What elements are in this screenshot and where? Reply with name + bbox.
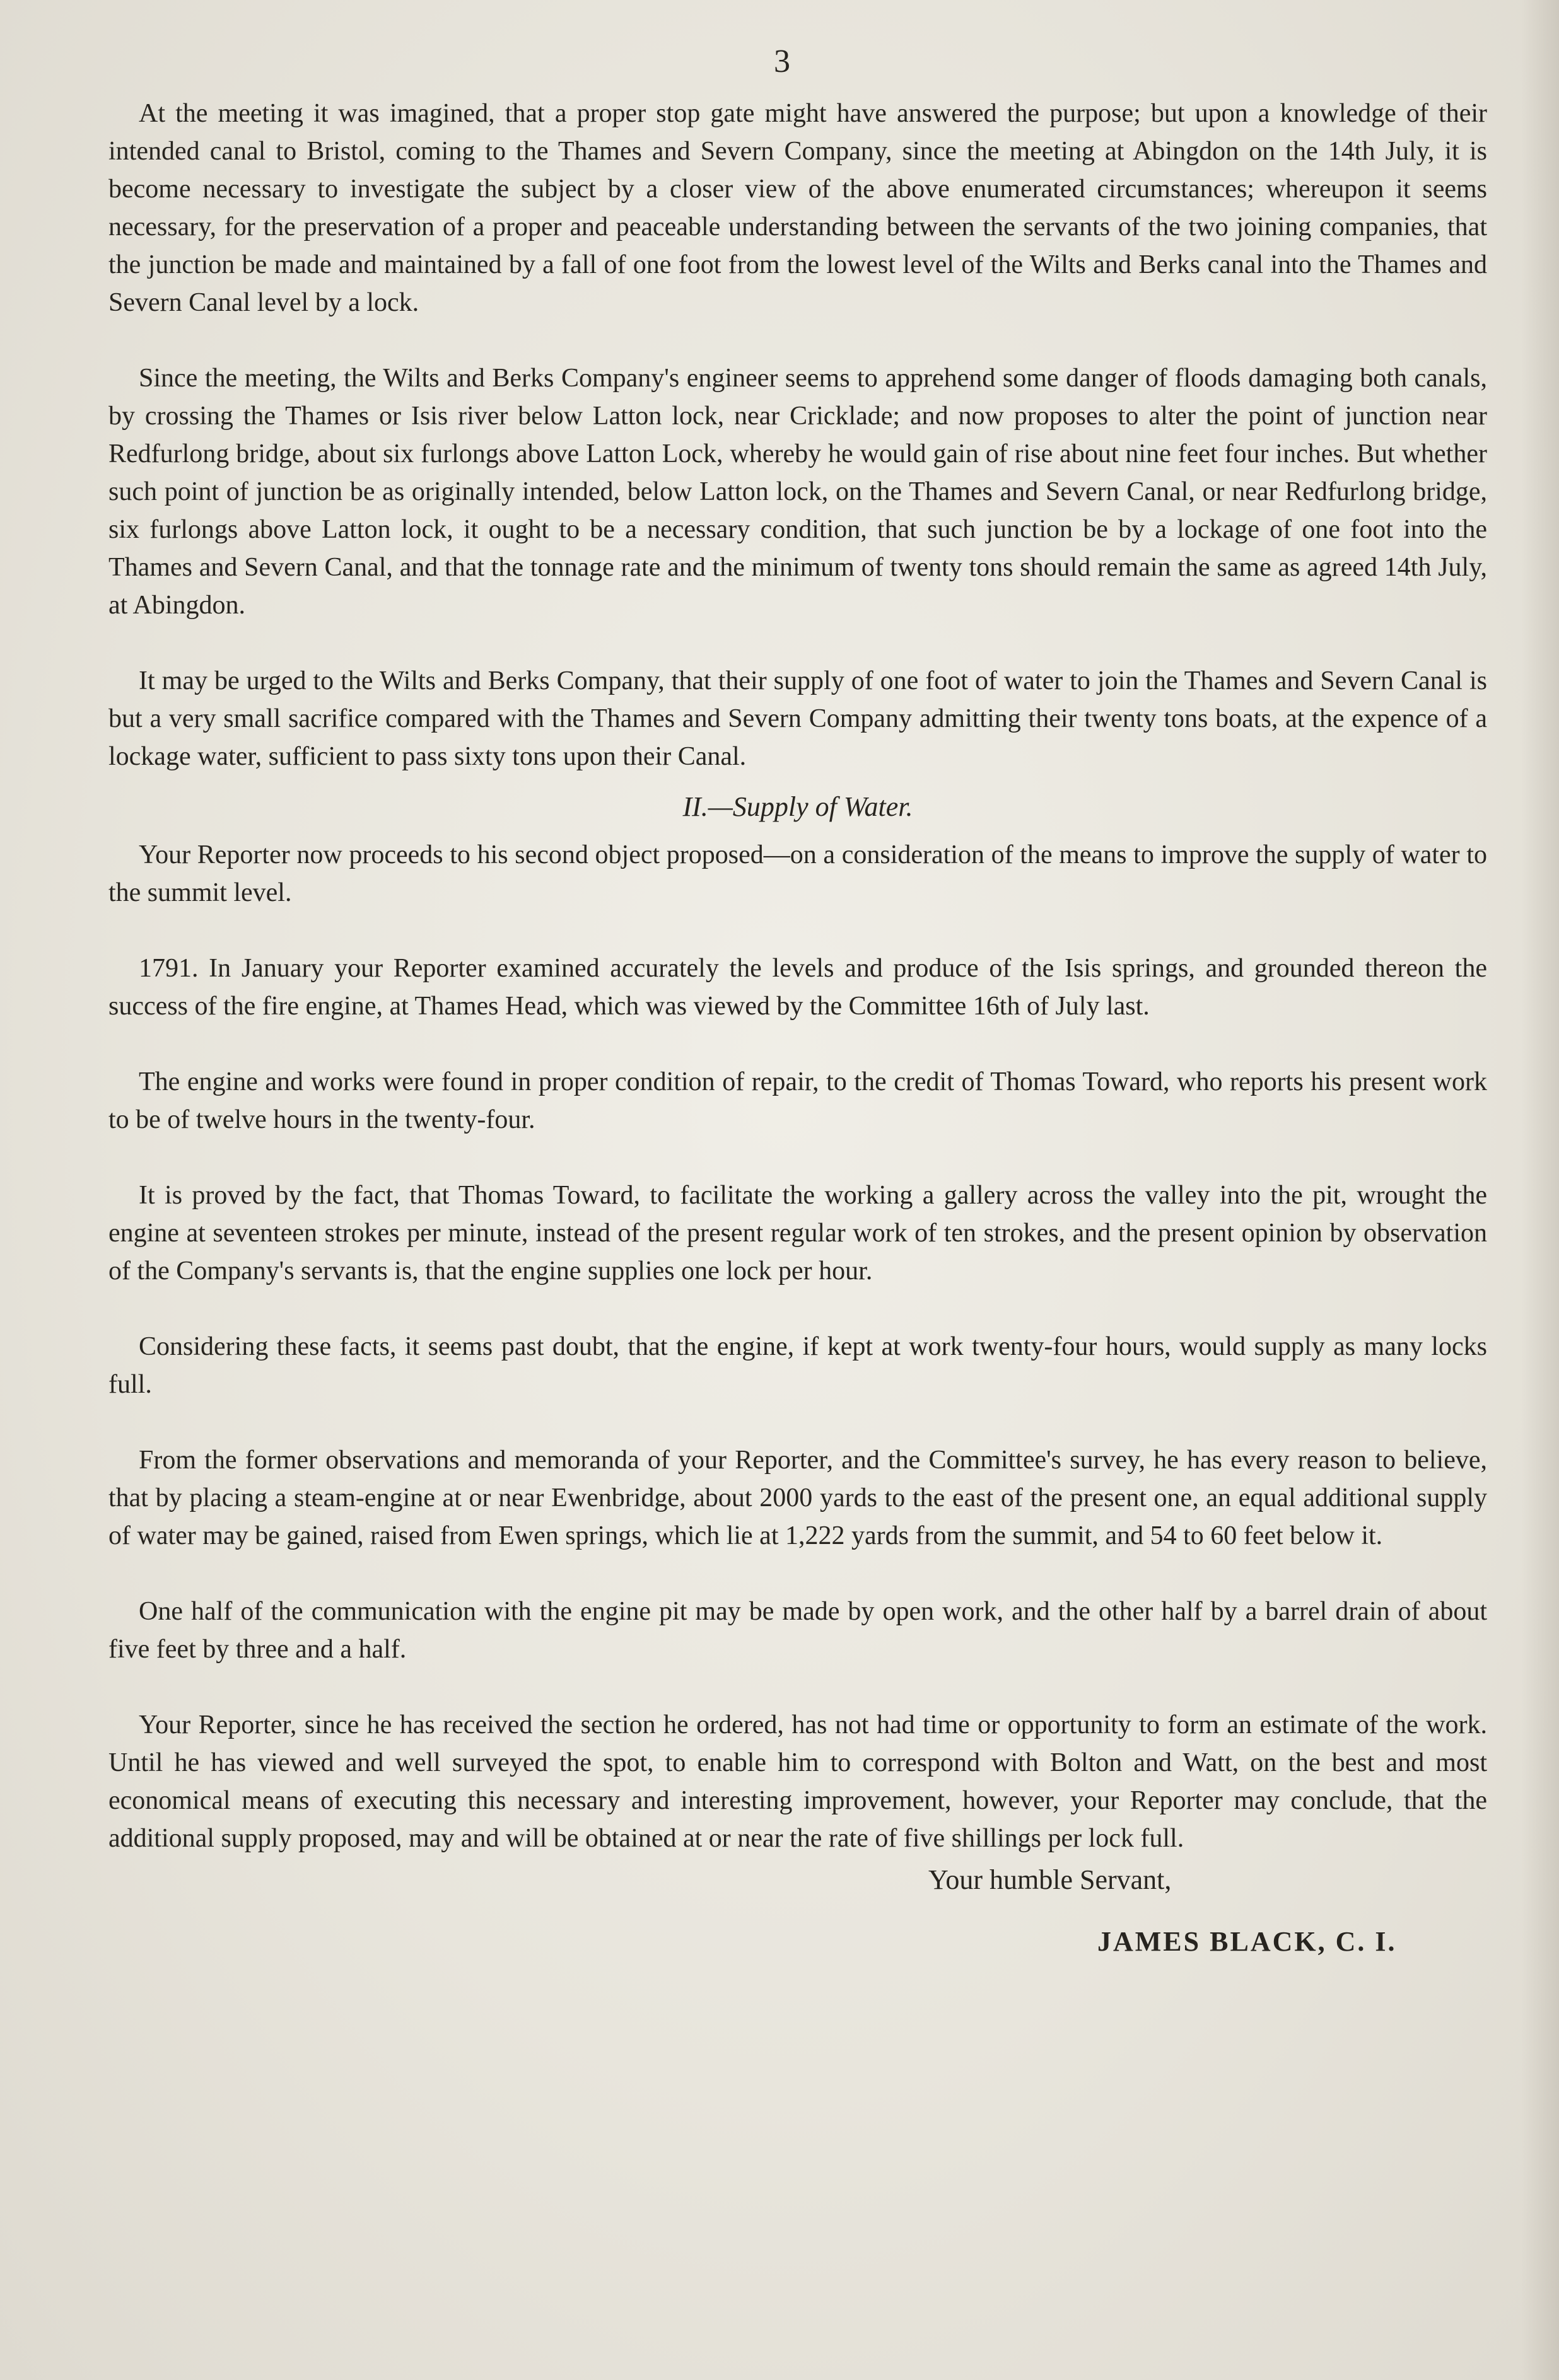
paragraph-engine-condition: The engine and works were found in proper condition of repair, to the credit of Thomas Toward, who reports his present work to be of twelve hours in the twenty-four. [108,1067,1487,1134]
page-edge-shadow [1521,0,1559,2380]
paragraph-junction-meeting: At the meeting it was imagined, that a proper stop gate might have answered the purpose; but upon a knowledge of their intended canal to Bristol, coming to the Thames and Severn Company, since the meeting at Abingdon on the 14th July, it is become necessary to investigate the subject by a closer view of the above enumerated circumstances; whereupon it seems necessary, for the preservation of a proper and peaceable understanding between the servants of the two joining companies, that the junction be made and maintained by a fall of one foot from the lowest level of the Wilts and Berks canal into the Thames and Severn Canal level by a lock. [108,99,1487,317]
paragraph-engine-strokes: It is proved by the fact, that Thomas Toward, to facilitate the working a gallery across the valley into the pit, wrought the engine at seventeen strokes per minute, instead of the present regular work of ten strokes, and the present opinion by observation of the Company's servants is, that the engine supplies one lock per hour. [108,1181,1487,1286]
paragraph-sacrifice-argument: It may be urged to the Wilts and Berks Company, that their supply of one foot of water to join the Thames and Severn Canal is but a very small sacrifice compared with the Thames and Severn Company admitting their twenty tons boats, at the expence of a lockage water, sufficient to pass sixty tons upon their Canal. [108,666,1487,771]
paragraph-junction-alteration: Since the meeting, the Wilts and Berks Company's engineer seems to apprehend some danger of floods damaging both canals, by crossing the Thames or Isis river below Latton lock, near Cricklade; and now proposes to alter the point of junction near Redfurlong bridge, about six furlongs above Latton Lock, whereby he would gain of rise about nine feet four inches. But whether such point of junction be as originally intended, below Latton lock, on the Thames and Severn Canal, or near Redfurlong bridge, six furlongs above Latton lock, it ought to be a necessary condition, that such junction be by a lockage of one foot into the Thames and Severn Canal, and that the tonnage rate and the minimum of twenty tons should remain the same as agreed 14th July, at Abingdon. [108,364,1487,620]
page-number: 3 [774,44,790,79]
paragraph-estimate: Your Reporter, since he has received the section he ordered, has not had time or opportunity to form an estimate of the work. Until he has viewed and well surveyed the spot, to enable him to correspond with Bolton and Watt, on the best and most economical means of executing this necessary and interesting improvement, however, your Reporter may conclude, that the additional supply proposed, may and will be obtained at or near the rate of five shillings per lock full. [108,1710,1487,1853]
paragraph-barrel-drain: One half of the communication with the engine pit may be made by open work, and the other half by a barrel drain of about five feet by three and a half. [108,1597,1487,1664]
signature: JAMES BLACK, C. I. [1097,1926,1397,1957]
paragraph-1791-examination: 1791. In January your Reporter examined accurately the levels and produce of the Isis springs, and grounded thereon the success of the fire engine, at Thames Head, which was viewed by the Committee 16th of July last. [108,954,1487,1021]
paragraph-locks-full: Considering these facts, it seems past doubt, that the engine, if kept at work twenty-four hours, would supply as many locks full. [108,1332,1487,1399]
report-body [108,95,1487,1962]
section-heading-supply-of-water [108,787,1487,827]
section-heading-text: II.—Supply of Water. [682,791,913,822]
paragraph-ewenbridge-engine: From the former observations and memoranda of your Reporter, and the Committee's survey, he has every reason to believe, that by placing a steam-engine at or near Ewenbridge, about 2000 yards to the east of the present one, an equal additional supply of water may be gained, raised from Ewen springs, which lie at 1,222 yards from the summit, and 54 to 60 feet below it. [108,1446,1487,1550]
paragraph-second-object: Your Reporter now proceeds to his second object proposed—on a consideration of the means to improve the supply of water to the summit level. [108,840,1487,907]
closing-salutation: Your humble Servant, [928,1864,1172,1895]
